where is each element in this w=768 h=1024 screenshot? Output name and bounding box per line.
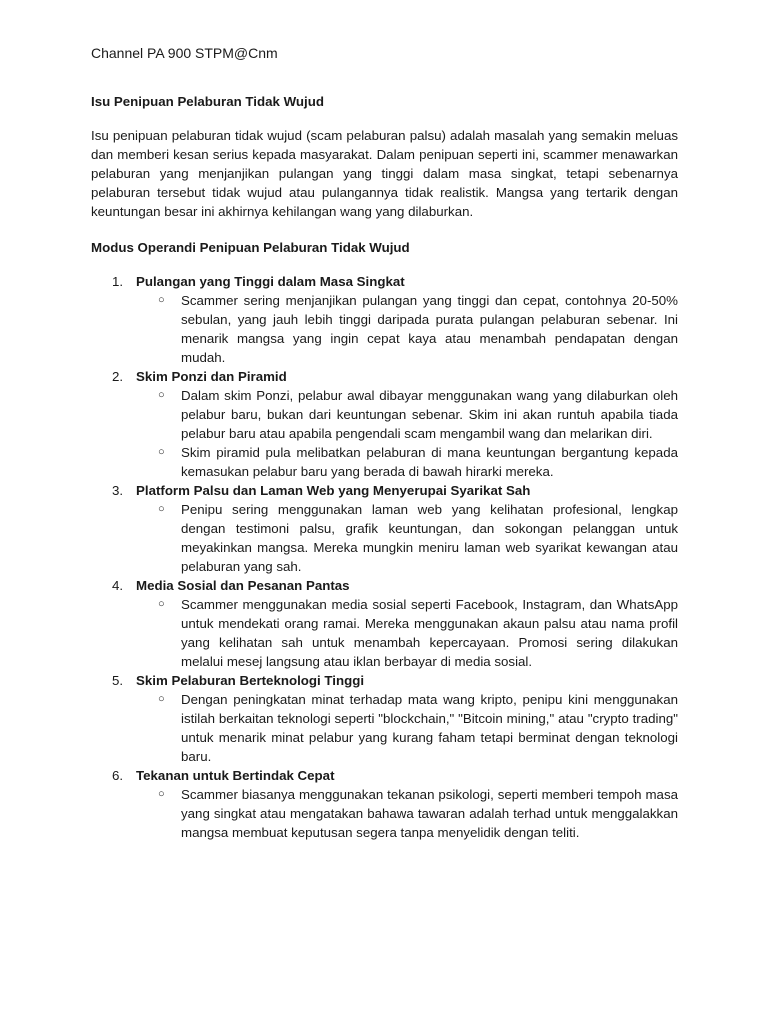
- modus-item: [91, 272, 678, 367]
- modus-item-number: 5.: [112, 673, 124, 688]
- hollow-circle-bullet-icon: ○: [158, 693, 165, 705]
- modus-item-heading: Skim Ponzi dan Piramid: [136, 369, 287, 384]
- hollow-circle-bullet-icon: ○: [158, 294, 165, 306]
- list-item: [136, 785, 678, 842]
- list-item: [136, 595, 678, 671]
- hollow-circle-bullet-icon: ○: [158, 389, 165, 401]
- point-text: Scammer menggunakan media sosial seperti Facebook, Instagram, dan WhatsApp untuk mendekati orang ramai. Mereka menggunakan akaun palsu atau nama profil yang kelihatan sah untuk menambah kepercayaan. Promosi sering dilakukan melalui mesej langsung atau iklan berbayar di media sosial.: [181, 597, 678, 669]
- list-item: [136, 386, 678, 443]
- point-list: [136, 690, 678, 766]
- hollow-circle-bullet-icon: ○: [158, 788, 165, 800]
- point-text: Dengan peningkatan minat terhadap mata wang kripto, penipu kini menggunakan istilah berkaitan teknologi seperti "blockchain," "Bitcoin mining," atau "crypto trading" untuk menarik minat pelabur yang kurang faham tetapi berminat dengan teknologi baru.: [181, 692, 678, 764]
- modus-item-number: 4.: [112, 578, 124, 593]
- modus-item: [91, 671, 678, 766]
- point-text: Dalam skim Ponzi, pelabur awal dibayar menggunakan wang yang dilaburkan oleh pelabur baru, bukan dari keuntungan sebenar. Skim ini akan runtuh apabila tiada pelabur baru atau apabila pengendali scam mengambil wang dan melarikan diri.: [181, 388, 678, 441]
- intro-paragraph: Isu penipuan pelaburan tidak wujud (scam pelaburan palsu) adalah masalah yang semakin meluas dan memberi kesan serius kepada masyarakat. Dalam penipuan seperti ini, scammer menawarkan pelaburan yang menjanjikan pulangan yang tinggi dalam masa singkat, tetapi sebenarnya pelaburan tersebut tidak wujud atau pulangannya tidak realistik. Mangsa yang tertarik dengan keuntungan besar ini akhirnya kehilangan wang yang dilaburkan.: [91, 128, 678, 219]
- modus-item-number: 2.: [112, 369, 124, 384]
- hollow-circle-bullet-icon: ○: [158, 598, 165, 610]
- modus-item: [91, 367, 678, 481]
- modus-operandi-list: [91, 272, 678, 842]
- modus-item-heading: Tekanan untuk Bertindak Cepat: [136, 768, 335, 783]
- modus-item: [91, 766, 678, 842]
- modus-item-heading: Skim Pelaburan Berteknologi Tinggi: [136, 673, 365, 688]
- list-item: [136, 291, 678, 367]
- channel-header: Channel PA 900 STPM@Cnm: [91, 45, 278, 61]
- modus-item: [91, 481, 678, 576]
- modus-item-heading: Media Sosial dan Pesanan Pantas: [136, 578, 350, 593]
- modus-item-number: 3.: [112, 483, 124, 498]
- point-list: [136, 500, 678, 576]
- modus-item-number: 1.: [112, 274, 124, 289]
- point-text: Skim piramid pula melibatkan pelaburan di mana keuntungan bergantung kepada kemasukan pelabur baru yang berada di bawah hirarki mereka.: [181, 445, 678, 479]
- modus-item-heading: Pulangan yang Tinggi dalam Masa Singkat: [136, 274, 405, 289]
- point-list: [136, 291, 678, 367]
- modus-item: [91, 576, 678, 671]
- section-title: Modus Operandi Penipuan Pelaburan Tidak Wujud: [91, 240, 410, 255]
- hollow-circle-bullet-icon: ○: [158, 446, 165, 458]
- document-title: Isu Penipuan Pelaburan Tidak Wujud: [91, 94, 324, 109]
- point-text: Scammer sering menjanjikan pulangan yang tinggi dan cepat, contohnya 20-50% sebulan, yang jauh lebih tinggi daripada purata pulangan pelaburan sebenar. Ini menarik mangsa yang ingin cepat kaya atau menambah pendapatan dengan mudah.: [181, 293, 678, 365]
- point-text: Scammer biasanya menggunakan tekanan psikologi, seperti memberi tempoh masa yang singkat atau mengatakan bahawa tawaran adalah terhad untuk menggalakkan mangsa membuat keputusan segera tanpa menyelidik dengan teliti.: [181, 787, 678, 840]
- point-list: [136, 785, 678, 842]
- point-text: Penipu sering menggunakan laman web yang kelihatan profesional, lengkap dengan testimoni palsu, grafik keuntungan, dan sokongan pelanggan untuk meyakinkan mangsa. Mereka mungkin meniru laman web syarikat kewangan atau pelaburan yang sah.: [181, 502, 678, 574]
- point-list: [136, 386, 678, 481]
- modus-item-heading: Platform Palsu dan Laman Web yang Menyerupai Syarikat Sah: [136, 483, 531, 498]
- list-item: [136, 500, 678, 576]
- list-item: [136, 690, 678, 766]
- modus-item-number: 6.: [112, 768, 124, 783]
- point-list: [136, 595, 678, 671]
- hollow-circle-bullet-icon: ○: [158, 503, 165, 515]
- list-item: [136, 443, 678, 481]
